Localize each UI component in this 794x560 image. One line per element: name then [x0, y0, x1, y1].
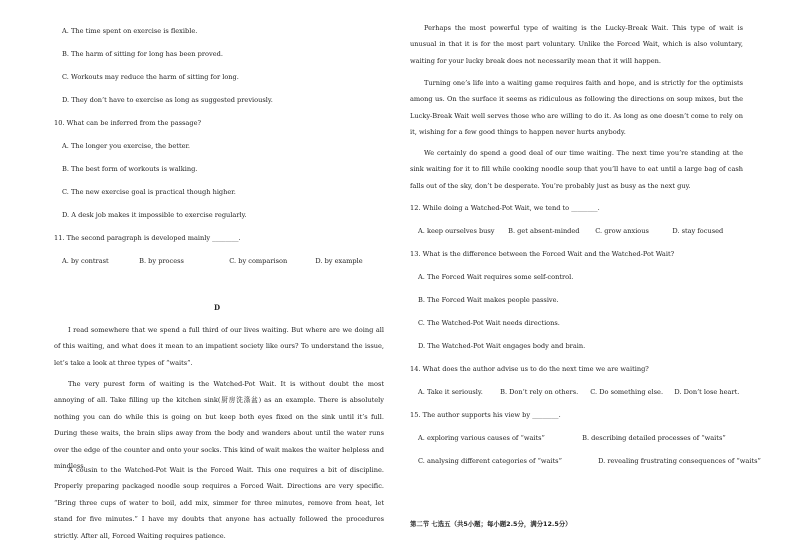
- passage-paragraph-4: Perhaps the most powerful type of waiting is the Lucky-Break Wait. This type of wait is unusual in that it is for the most part voluntary. Unlike the Forced Wait, which is also voluntary, waiting for your lucky break does not necessarily mean that it will happen.: [410, 24, 743, 65]
- q13-option-a: A. The Forced Wait requires some self-control.: [418, 273, 574, 281]
- q14-option-c: C. Do something else.: [590, 388, 664, 396]
- q13-option-c: C. The Watched-Pot Wait needs directions.: [418, 319, 560, 327]
- q12-option-d: D. stay focused: [672, 227, 724, 235]
- q15-stem: 15. The author supports his view by ________.: [410, 411, 561, 419]
- q10-option-a: A. The longer you exercise, the better.: [62, 142, 191, 150]
- q14-options: [418, 388, 739, 397]
- passage-paragraph-5: Turning one’s life into a waiting game requires faith and hope, and is strictly for the optimists among us. On the surface it seems as ridiculous as following the directions on soup mixes, but the Lucky-Break Wait well serves those who are willing to do it. As long as one doesn’t come to rely on it, wishing for a few good things to happen never hurts anybody.: [410, 79, 743, 137]
- q14-option-d: D. Don’t lose heart.: [674, 388, 740, 396]
- passage-heading: D: [214, 303, 221, 312]
- q11-options: [62, 257, 363, 266]
- q10-option-b: B. The best form of workouts is walking.: [62, 165, 198, 173]
- passage-paragraph-6: We certainly do spend a good deal of our time waiting. The next time you’re standing at the sink waiting for it to fill while cooking noodle soup that you’ll have to eat until a large bag of cash falls out of the sky, don’t be desperate. You’re probably just as busy as the next guy.: [410, 149, 743, 190]
- passage-paragraph-3: A cousin to the Watched-Pot Wait is the Forced Wait. This one requires a bit of discipline. Properly preparing packaged noodle soup requires a Forced Wait. Directions are very specific. “Bring three cups of water to boil, add mix, simmer for three minutes, remove from heat, let stand for five minutes.” I have my doubts that anyone has actually followed the procedures strictly. After all, Forced Waiting requires patience.: [54, 466, 384, 540]
- q10-option-c: C. The new exercise goal is practical though higher.: [62, 188, 236, 196]
- q9-option-b: B. The harm of sitting for long has been proved.: [62, 50, 223, 58]
- q11-stem: 11. The second paragraph is developed mainly ________.: [54, 234, 241, 242]
- q15-option-c: C. analysing different categories of “waits”: [418, 457, 562, 465]
- q11-option-a: A. by contrast: [62, 257, 109, 265]
- q11-option-d: D. by example: [315, 257, 363, 265]
- q10-stem: 10. What can be inferred from the passage?: [54, 119, 202, 127]
- q15-option-a: A. exploring various causes of “waits”: [418, 434, 545, 442]
- q11-option-c: C. by comparison: [229, 257, 288, 265]
- q14-option-b: B. Don’t rely on others.: [500, 388, 579, 396]
- q15-options-row1: [418, 434, 726, 443]
- q15-option-d: D. revealing frustrating consequences of “waits”: [598, 457, 761, 465]
- q9-option-a: A. The time spent on exercise is flexible.: [62, 27, 198, 35]
- passage-paragraph-1: I read somewhere that we spend a full third of our lives waiting. But where are we doing all of this waiting, and what does it mean to an impatient society like ours? To understand the issue, let’s take a look at three types of “waits”.: [54, 326, 384, 367]
- q12-stem: 12. While doing a Watched-Pot Wait, we tend to ________.: [410, 204, 600, 212]
- q15-options-row2: [418, 457, 761, 466]
- q14-option-a: A. Take it seriously.: [418, 388, 483, 396]
- q10-option-d: D. A desk job makes it impossible to exercise regularly.: [62, 211, 247, 219]
- q14-stem: 14. What does the author advise us to do the next time we are waiting?: [410, 365, 649, 373]
- q9-option-d: D. They don’t have to exercise as long as suggested previously.: [62, 96, 273, 104]
- q9-option-c: C. Workouts may reduce the harm of sitting for long.: [62, 73, 239, 81]
- q15-option-b: B. describing detailed processes of “waits”: [582, 434, 726, 442]
- q12-option-b: B. get absent-minded: [508, 227, 580, 235]
- q12-option-c: C. grow anxious: [595, 227, 649, 235]
- q12-options: [418, 227, 723, 236]
- q13-option-b: B. The Forced Wait makes people passive.: [418, 296, 559, 304]
- section-heading: 第二节 七选五（共5小题；每小题2.5分，满分12.5分）: [410, 520, 572, 528]
- q12-option-a: A. keep ourselves busy: [418, 227, 495, 235]
- passage-paragraph-2: The very purest form of waiting is the Watched-Pot Wait. It is without doubt the most annoying of all. Take filling up the kitchen sink(厨房洗涤盆) as an example. There is absolutely nothing you can do while this is going on but keep both eyes fixed on the sink until it’s full. During these waits, the brain slips away from the body and wanders about until the water runs over the edge of the counter and onto your socks. This kind of wait makes the waiter helpless and mindless.: [54, 380, 384, 471]
- q11-option-b: B. by process: [139, 257, 184, 265]
- q13-stem: 13. What is the difference between the Forced Wait and the Watched-Pot Wait?: [410, 250, 675, 258]
- q13-option-d: D. The Watched-Pot Wait engages body and brain.: [418, 342, 586, 350]
